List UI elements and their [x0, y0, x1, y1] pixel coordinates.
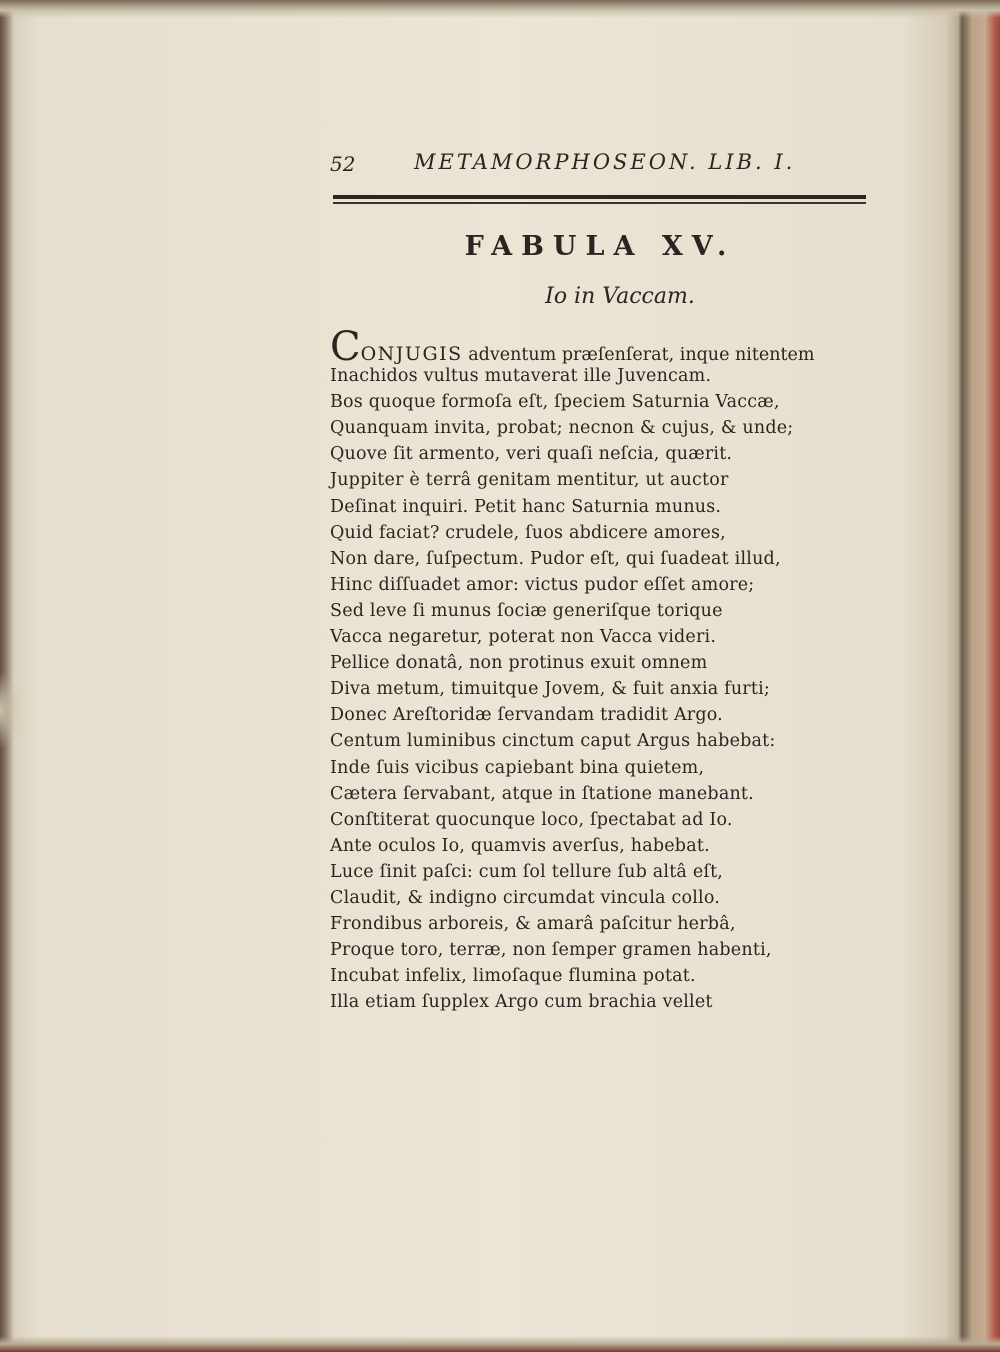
running-head [330, 148, 870, 180]
page-top-edge [0, 0, 1000, 18]
page-number: 52 [330, 152, 356, 176]
fable-title: FABULA XV. [464, 231, 736, 262]
verse-line: Donec Areſtoridæ ſervandam tradidit Argo. [330, 705, 723, 726]
verse-line: Hinc diſſuadet amor: victus pudor eſſet amore; [330, 574, 755, 595]
header-double-rule [333, 195, 866, 205]
running-head-title: METAMORPHOSEON. LIB. I. [414, 150, 796, 174]
verse-line: Deſinat inquiri. Petit hanc Saturnia munus. [330, 496, 722, 517]
verse-line: Diva metum, timuitque Jovem, & fuit anxia furti; [330, 679, 770, 700]
verse-first-line [330, 324, 815, 370]
fable-subtitle: Io in Vaccam. [545, 284, 695, 309]
verse-line: Proque toro, terræ, non ſemper gramen habenti, [330, 940, 772, 961]
verse-line: Conſtiterat quocunque loco, ſpectabat ad Io. [330, 809, 733, 830]
verse-line: Inde ſuis vicibus capiebant bina quietem, [330, 757, 705, 778]
page-bottom-edge [0, 1336, 1000, 1352]
verse-line: Quanquam invita, probat; necnon & cujus, & unde; [330, 418, 794, 439]
verse-line: Pellice donatâ, non protinus exuit omnem [330, 653, 708, 674]
verse-line: Non dare, ſuſpectum. Pudor eſt, qui ſuadeat illud, [330, 548, 781, 569]
verse-line: Cætera ſervabant, atque in ſtatione manebant. [330, 783, 754, 804]
verse-line: Quid faciat? crudele, ſuos abdicere amores, [330, 522, 726, 543]
verse-line: Frondibus arboreis, & amarâ paſcitur herbâ, [330, 914, 736, 935]
verse-line: Juppiter è terrâ genitam mentitur, ut auctor [330, 470, 729, 491]
verse-line: Vacca negaretur, poterat non Vacca videri. [330, 627, 717, 647]
verse-line: Claudit, & indigno circumdat vincula collo. [330, 888, 721, 908]
drop-initial: C [330, 324, 361, 370]
verse-line: Centum luminibus cinctum caput Argus habebat: [330, 731, 776, 752]
verse-line: Ante oculos Io, quamvis averſus, habebat. [330, 835, 710, 856]
verse-line: Bos quoque formoſa eſt, ſpeciem Saturnia Vaccæ, [330, 392, 780, 413]
verse-line: Sed leve ſi munus ſociæ generiſque torique [330, 600, 723, 621]
header-rule-thin [333, 202, 866, 204]
verse-line: Inachidos vultus mutaverat ille Juvencam. [330, 366, 712, 386]
header-rule-thick [333, 195, 866, 199]
first-word-caps: ONJUGIS [360, 343, 463, 365]
first-line-rest: adventum præſenſerat, inque nitentem [462, 345, 815, 365]
verse-line: Luce ſinit paſci: cum ſol tellure ſub altâ eſt, [330, 861, 724, 882]
paper-stain [0, 670, 24, 750]
verse-line: Incubat infelix, limoſaque flumina potat. [330, 966, 696, 987]
verse-line: Illa etiam ſupplex Argo cum brachia vellet [330, 992, 713, 1013]
verse-line: Quove ſit armento, veri quaſi neſcia, quærit. [330, 444, 733, 465]
